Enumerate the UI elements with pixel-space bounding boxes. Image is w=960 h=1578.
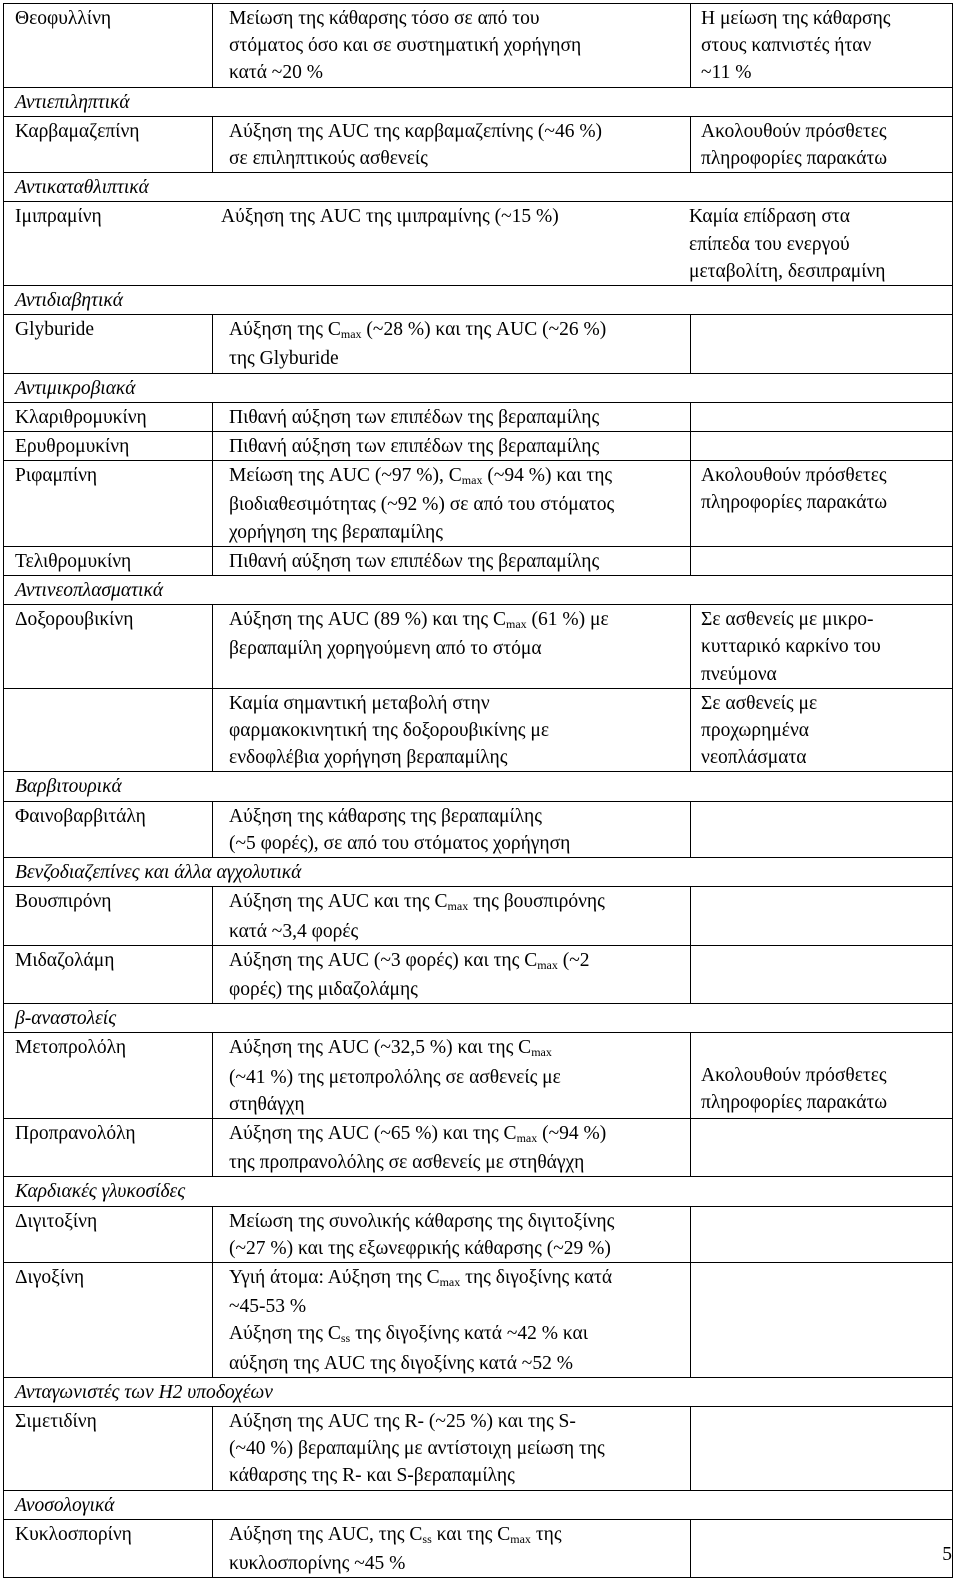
effect-cell	[213, 887, 691, 945]
table-row	[4, 605, 953, 689]
category-row	[4, 1177, 953, 1206]
drug-name	[4, 688, 213, 772]
note-line	[701, 1034, 948, 1061]
effect-cell	[213, 945, 691, 1003]
category-row	[4, 858, 953, 887]
effect-line: ~45-53 %	[229, 1296, 307, 1318]
note-line: Ακολουθούν πρόσθετες	[701, 465, 887, 487]
category-heading: Καρδιακές γλυκοσίδες	[4, 1177, 953, 1206]
effect-line: Πιθανή αύξηση των επιπέδων της βεραπαμίλης	[229, 436, 600, 458]
drug-name: Glyburide	[4, 315, 213, 373]
note-cell	[691, 887, 953, 945]
subscript: max	[447, 899, 469, 914]
effect-cell	[213, 461, 691, 547]
drug-name: Ριφαμπίνη	[4, 461, 213, 547]
drug-name: Κλαριθρομυκίνη	[4, 402, 213, 431]
note-line: κυτταρικό καρκίνο του	[701, 636, 881, 658]
merged-row-cell	[4, 202, 953, 286]
effect-line: (~40 %) βεραπαμίλης με αντίστοιχη μείωση της	[229, 1438, 605, 1460]
category-heading: Ανταγωνιστές των Η2 υποδοχέων	[4, 1377, 953, 1406]
drug-name: Ερυθρομυκίνη	[4, 432, 213, 461]
note-cell	[691, 4, 953, 88]
note-line: Σε ασθενείς με	[701, 692, 818, 714]
drug-name: Φαινοβαρβιτάλη	[4, 801, 213, 857]
subscript: ss	[340, 1331, 351, 1346]
effect-line: κατά ~3,4 φορές	[229, 920, 359, 942]
table-row	[4, 315, 953, 373]
effect-line: Αύξηση της κάθαρσης της βεραπαμίλης	[229, 805, 542, 827]
note-line: Η μείωση της κάθαρσης	[701, 8, 891, 29]
interaction-table	[3, 3, 953, 1578]
drug-name: Βουσπιρόνη	[4, 887, 213, 945]
effect-cell	[213, 402, 691, 431]
note-cell	[691, 315, 953, 373]
subscript: max	[510, 1531, 531, 1546]
drug-name: Καρβαμαζεπίνη	[4, 116, 213, 172]
table-row	[4, 1206, 953, 1262]
effect-line: (~27 %) και της εξωνεφρικής κάθαρσης (~29 %)	[229, 1237, 611, 1259]
effect-line: (~5 φορές), σε από του στόματος χορήγηση	[229, 832, 571, 854]
effect-line: βεραπαμίλη χορηγούμενη από το στόμα	[229, 638, 542, 660]
effect-cell	[213, 1033, 691, 1119]
category-row	[4, 1490, 953, 1519]
subscript: max	[506, 617, 527, 632]
category-row	[4, 373, 953, 402]
category-row	[4, 772, 953, 801]
effect-line: Αύξηση της AUC, της $C_{ss}$ και της $C_{max}$ της	[229, 1523, 562, 1546]
effect-cell	[213, 801, 691, 857]
effect-line: αύξηση της AUC της διγοξίνης κατά ~52 %	[229, 1352, 573, 1374]
category-row	[4, 286, 953, 315]
effect-line: Αύξηση της AUC (~3 φορές) και της $C_{max}$ (~2	[229, 949, 590, 972]
note-line: νεοπλάσματα	[701, 747, 807, 769]
drug-name: Δοξορουβικίνη	[4, 605, 213, 689]
effect-cell	[213, 1262, 691, 1377]
effect-line: Αύξηση της AUC της καρβαμαζεπίνης (~46 %)	[229, 120, 603, 142]
page-number: 5	[942, 1544, 952, 1565]
effect-line: σε επιληπτικούς ασθενείς	[229, 148, 428, 170]
note-line: προχωρημένα	[701, 720, 809, 742]
effect-line: Μείωση της συνολικής κάθαρσης της διγιτοξίνης	[229, 1210, 615, 1232]
subscript: ss	[422, 1531, 432, 1546]
drug-name: Κυκλοσπορίνη	[4, 1519, 213, 1577]
note-line: πνεύμονα	[701, 663, 777, 685]
subscript: max	[340, 327, 362, 342]
note-line: πληροφορίες παρακάτω	[701, 148, 888, 170]
category-row	[4, 1004, 953, 1033]
effect-cell	[213, 4, 691, 88]
drug-name: Τελιθρομυκίνη	[4, 546, 213, 575]
note-line: Σε ασθενείς με μικρο-	[701, 609, 874, 631]
effect-cell	[213, 432, 691, 461]
effect-line: της Glyburide	[229, 348, 339, 370]
subscript: max	[439, 1274, 461, 1289]
note-line: πληροφορίες παρακάτω	[701, 492, 888, 514]
note-cell	[691, 801, 953, 857]
note-cell	[691, 1406, 953, 1490]
table-row	[4, 202, 953, 286]
effect-line: κατά ~20 %	[229, 62, 323, 84]
effect-line: Μείωση της AUC (~97 %), $C_{max}$ (~94 %) και της	[229, 465, 613, 488]
drug-name: Ιμιπραμίνη	[15, 206, 102, 228]
category-heading: Αντικαταθλιπτικά	[4, 173, 953, 202]
category-heading: Αντιδιαβητικά	[4, 286, 953, 315]
effect-line: χορήγηση της βεραπαμίλης	[229, 521, 443, 543]
effect-cell	[213, 688, 691, 772]
effect-cell	[213, 605, 691, 689]
note-cell	[691, 945, 953, 1003]
category-heading: β-αναστολείς	[4, 1004, 953, 1033]
table-row	[4, 1262, 953, 1377]
table-row	[4, 1033, 953, 1119]
note-cell	[691, 1262, 953, 1377]
effect-cell	[213, 1206, 691, 1262]
effect-cell	[213, 1519, 691, 1577]
note-line: Ακολουθούν πρόσθετες	[701, 120, 887, 142]
subscript: max	[516, 1130, 538, 1145]
note-cell	[691, 116, 953, 172]
table-row	[4, 4, 953, 88]
note-cell	[691, 1519, 953, 1577]
effect-line: βιοδιαθεσιμότητας (~92 %) σε από του στόματος	[229, 494, 615, 516]
note-cell	[691, 546, 953, 575]
effect-line: Πιθανή αύξηση των επιπέδων της βεραπαμίλης	[229, 550, 600, 572]
effect-line: Αύξηση της AUC (~65 %) και της $C_{max}$ (~94 %)	[229, 1122, 607, 1145]
table-row	[4, 1519, 953, 1577]
category-heading: Αντιεπιληπτικά	[4, 87, 953, 116]
effect-line: Αύξηση της $C_{max}$ (~28 %) και της AUC (~26 %)	[229, 319, 607, 342]
drug-name: Μιδαζολάμη	[4, 945, 213, 1003]
effect-line: (~41 %) της μετοπρολόλης σε ασθενείς με	[229, 1066, 561, 1088]
effect-line: στόματος όσο και σε συστηματική χορήγηση	[229, 35, 582, 57]
effect-cell	[213, 1406, 691, 1490]
table-row	[4, 1118, 953, 1176]
table-row	[4, 432, 953, 461]
effect-line: Αύξηση της AUC (89 %) και της $C_{max}$ (61 %) με	[229, 609, 609, 632]
note-cell	[691, 1118, 953, 1176]
note-line: μεταβολίτη, δεσιπραμίνη	[689, 260, 886, 282]
table-row	[4, 1406, 953, 1490]
category-heading: Αντιμικροβιακά	[4, 373, 953, 402]
table-row	[4, 887, 953, 945]
effect-line: Αύξηση της AUC της R- (~25 %) και της S-	[229, 1410, 576, 1432]
table-row	[4, 801, 953, 857]
effect-cell	[213, 116, 691, 172]
note-text	[689, 203, 948, 285]
note-cell	[691, 402, 953, 431]
note-line: επίπεδα του ενεργού	[689, 233, 850, 255]
category-row	[4, 173, 953, 202]
subscript: max	[531, 1045, 552, 1060]
table-row	[4, 402, 953, 431]
subscript: max	[537, 957, 558, 972]
drug-name: Διγιτοξίνη	[4, 1206, 213, 1262]
subscript: max	[461, 473, 483, 488]
table-row	[4, 116, 953, 172]
effect-line: Αύξηση της AUC και της $C_{max}$ της βουσπιρόνης	[229, 891, 605, 914]
note-cell	[691, 688, 953, 772]
effect-line: κάθαρσης της R- και S-βεραπαμίλης	[229, 1465, 515, 1487]
category-heading: Αντινεοπλασματικά	[4, 576, 953, 605]
effect-line: φορές) της μιδαζολάμης	[229, 978, 418, 1000]
effect-line: φαρμακοκινητική της δοξορουβικίνης με	[229, 720, 550, 742]
effect-line: Αύξηση της AUC (~32,5 %) και της $C_{max}$	[229, 1037, 552, 1060]
note-line: πληροφορίες παρακάτω	[701, 1091, 888, 1113]
note-cell	[691, 1033, 953, 1119]
drug-name: Προπρανολόλη	[4, 1118, 213, 1176]
effect-line: ενδοφλέβια χορήγηση βεραπαμίλης	[229, 747, 508, 769]
note-cell	[691, 432, 953, 461]
effect-line: Μείωση της κάθαρσης τόσο σε από του	[229, 8, 540, 29]
effect-cell	[213, 1118, 691, 1176]
drug-name: Διγοξίνη	[4, 1262, 213, 1377]
note-line: Καμία επίδραση στα	[689, 206, 850, 228]
note-cell	[691, 1206, 953, 1262]
note-cell	[691, 605, 953, 689]
note-line: στους καπνιστές ήταν	[701, 35, 872, 57]
drug-name: Σιμετιδίνη	[4, 1406, 213, 1490]
note-line: Ακολουθούν πρόσθετες	[701, 1064, 887, 1086]
drug-name: Μετοπρολόλη	[4, 1033, 213, 1119]
category-heading: Ανοσολογικά	[4, 1490, 953, 1519]
effect-line: Πιθανή αύξηση των επιπέδων της βεραπαμίλης	[229, 406, 600, 428]
category-row	[4, 576, 953, 605]
drug-name: Θεοφυλλίνη	[4, 4, 213, 88]
effect-line: Καμία σημαντική μεταβολή στην	[229, 692, 490, 714]
table-row	[4, 945, 953, 1003]
note-cell	[691, 461, 953, 547]
effect-text: Αύξηση της AUC της ιμιπραμίνης (~15 %)	[221, 206, 559, 228]
category-heading: Βενζοδιαζεπίνες και άλλα αγχολυτικά	[4, 858, 953, 887]
category-heading: Βαρβιτουρικά	[4, 772, 953, 801]
note-line: ~11 %	[701, 62, 752, 84]
category-row	[4, 87, 953, 116]
effect-cell	[213, 315, 691, 373]
category-row	[4, 1377, 953, 1406]
effect-line: κυκλοσπορίνης ~45 %	[229, 1552, 406, 1574]
table-row	[4, 461, 953, 547]
effect-line: στηθάγχη	[229, 1093, 305, 1115]
effect-line: Υγιή άτομα: Αύξηση της $C_{max}$ της διγοξίνης κατά	[229, 1266, 613, 1289]
effect-line: της προπρανολόλης σε ασθενείς με στηθάγχη	[229, 1152, 585, 1174]
effect-cell	[213, 546, 691, 575]
table-row	[4, 546, 953, 575]
effect-line: Αύξηση της $C_{ss}$ της διγοξίνης κατά ~42 % και	[229, 1323, 589, 1346]
table-row	[4, 688, 953, 772]
